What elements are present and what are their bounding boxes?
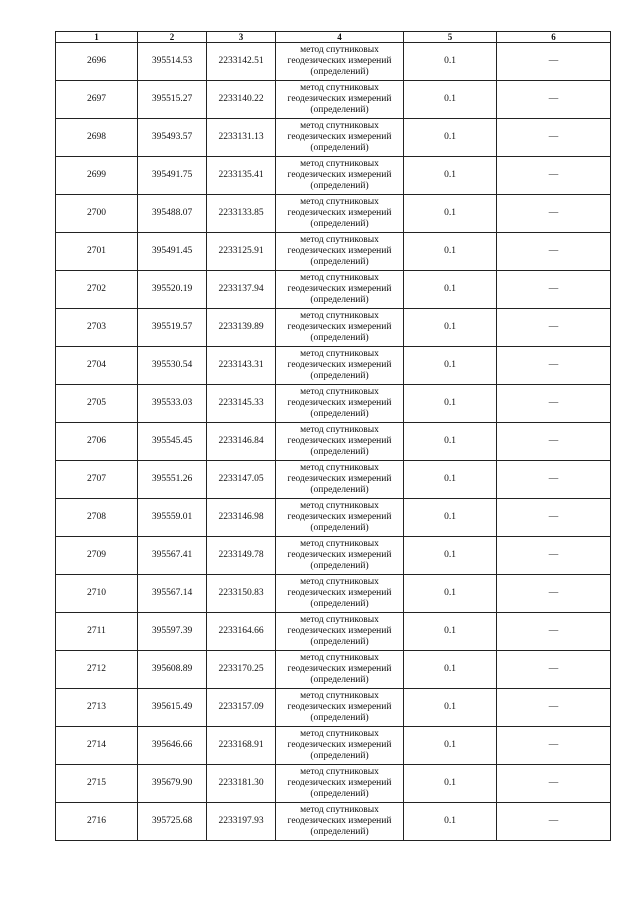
table-row <box>56 727 611 765</box>
x-coordinate-cell: 395559.01 <box>138 499 207 537</box>
note-cell: — <box>497 461 611 499</box>
table-row <box>56 689 611 727</box>
accuracy-cell: 0.1 <box>404 499 497 537</box>
accuracy-cell: 0.1 <box>404 271 497 309</box>
y-coordinate-cell: 2233147.05 <box>207 461 276 499</box>
point-number-cell: 2698 <box>56 119 138 157</box>
method-cell <box>276 613 404 651</box>
method-line: геодезических измерений <box>287 322 392 332</box>
note-cell: — <box>497 347 611 385</box>
accuracy-cell: 0.1 <box>404 233 497 271</box>
method-line: метод спутниковых <box>300 615 379 625</box>
point-number-cell: 2701 <box>56 233 138 271</box>
y-coordinate-cell: 2233181.30 <box>207 765 276 803</box>
note-cell: — <box>497 727 611 765</box>
header-cell: 2 <box>138 32 207 43</box>
method-line: метод спутниковых <box>300 83 379 93</box>
method-line: (определений) <box>310 219 369 229</box>
table-row <box>56 803 611 841</box>
table-row <box>56 651 611 689</box>
point-number-cell: 2706 <box>56 423 138 461</box>
method-line: геодезических измерений <box>287 626 392 636</box>
note-cell: — <box>497 81 611 119</box>
method-line: (определений) <box>310 295 369 305</box>
point-number-cell: 2716 <box>56 803 138 841</box>
method-cell <box>276 689 404 727</box>
method-line: метод спутниковых <box>300 577 379 587</box>
method-line: геодезических измерений <box>287 208 392 218</box>
method-cell <box>276 537 404 575</box>
method-line: метод спутниковых <box>300 729 379 739</box>
method-line: (определений) <box>310 257 369 267</box>
method-line: метод спутниковых <box>300 425 379 435</box>
header-cell: 4 <box>276 32 404 43</box>
y-coordinate-cell: 2233150.83 <box>207 575 276 613</box>
point-number-cell: 2715 <box>56 765 138 803</box>
table-row <box>56 195 611 233</box>
table-row <box>56 575 611 613</box>
method-cell <box>276 385 404 423</box>
header-cell: 5 <box>404 32 497 43</box>
method-line: (определений) <box>310 751 369 761</box>
method-line: (определений) <box>310 333 369 343</box>
method-line: метод спутниковых <box>300 349 379 359</box>
method-line: геодезических измерений <box>287 550 392 560</box>
method-line: метод спутниковых <box>300 501 379 511</box>
note-cell: — <box>497 119 611 157</box>
note-cell: — <box>497 613 611 651</box>
point-number-cell: 2697 <box>56 81 138 119</box>
x-coordinate-cell: 395520.19 <box>138 271 207 309</box>
method-line: метод спутниковых <box>300 121 379 131</box>
y-coordinate-cell: 2233133.85 <box>207 195 276 233</box>
note-cell: — <box>497 803 611 841</box>
accuracy-cell: 0.1 <box>404 423 497 461</box>
note-cell: — <box>497 309 611 347</box>
method-cell <box>276 81 404 119</box>
coordinates-table <box>55 31 611 841</box>
note-cell: — <box>497 43 611 81</box>
x-coordinate-cell: 395551.26 <box>138 461 207 499</box>
table-row <box>56 461 611 499</box>
accuracy-cell: 0.1 <box>404 347 497 385</box>
table-row <box>56 765 611 803</box>
method-line: (определений) <box>310 637 369 647</box>
y-coordinate-cell: 2233146.98 <box>207 499 276 537</box>
x-coordinate-cell: 395519.57 <box>138 309 207 347</box>
accuracy-cell: 0.1 <box>404 765 497 803</box>
coordinates-sheet <box>55 31 610 841</box>
header-cell: 3 <box>207 32 276 43</box>
y-coordinate-cell: 2233137.94 <box>207 271 276 309</box>
y-coordinate-cell: 2233135.41 <box>207 157 276 195</box>
method-line: геодезических измерений <box>287 436 392 446</box>
y-coordinate-cell: 2233140.22 <box>207 81 276 119</box>
note-cell: — <box>497 575 611 613</box>
method-line: геодезических измерений <box>287 246 392 256</box>
method-line: геодезических измерений <box>287 778 392 788</box>
y-coordinate-cell: 2233197.93 <box>207 803 276 841</box>
table-row <box>56 81 611 119</box>
method-line: (определений) <box>310 143 369 153</box>
x-coordinate-cell: 395567.14 <box>138 575 207 613</box>
method-line: метод спутниковых <box>300 311 379 321</box>
table-row <box>56 385 611 423</box>
x-coordinate-cell: 395567.41 <box>138 537 207 575</box>
accuracy-cell: 0.1 <box>404 385 497 423</box>
method-line: метод спутниковых <box>300 805 379 815</box>
y-coordinate-cell: 2233168.91 <box>207 727 276 765</box>
method-line: геодезических измерений <box>287 816 392 826</box>
method-cell <box>276 271 404 309</box>
method-line: метод спутниковых <box>300 159 379 169</box>
method-line: метод спутниковых <box>300 235 379 245</box>
method-line: геодезических измерений <box>287 588 392 598</box>
x-coordinate-cell: 395615.49 <box>138 689 207 727</box>
point-number-cell: 2703 <box>56 309 138 347</box>
y-coordinate-cell: 2233142.51 <box>207 43 276 81</box>
method-cell <box>276 651 404 689</box>
method-line: геодезических измерений <box>287 664 392 674</box>
method-cell <box>276 727 404 765</box>
point-number-cell: 2711 <box>56 613 138 651</box>
table-row <box>56 157 611 195</box>
y-coordinate-cell: 2233131.13 <box>207 119 276 157</box>
x-coordinate-cell: 395608.89 <box>138 651 207 689</box>
method-line: (определений) <box>310 409 369 419</box>
table-row <box>56 613 611 651</box>
table-row <box>56 119 611 157</box>
accuracy-cell: 0.1 <box>404 575 497 613</box>
method-cell <box>276 195 404 233</box>
table-row <box>56 271 611 309</box>
accuracy-cell: 0.1 <box>404 309 497 347</box>
method-line: (определений) <box>310 447 369 457</box>
y-coordinate-cell: 2233125.91 <box>207 233 276 271</box>
accuracy-cell: 0.1 <box>404 727 497 765</box>
table-row <box>56 423 611 461</box>
method-line: геодезических измерений <box>287 360 392 370</box>
y-coordinate-cell: 2233143.31 <box>207 347 276 385</box>
point-number-cell: 2714 <box>56 727 138 765</box>
note-cell: — <box>497 385 611 423</box>
y-coordinate-cell: 2233157.09 <box>207 689 276 727</box>
method-line: (определений) <box>310 523 369 533</box>
method-line: геодезических измерений <box>287 56 392 66</box>
note-cell: — <box>497 157 611 195</box>
note-cell: — <box>497 651 611 689</box>
accuracy-cell: 0.1 <box>404 195 497 233</box>
method-line: метод спутниковых <box>300 539 379 549</box>
x-coordinate-cell: 395491.75 <box>138 157 207 195</box>
point-number-cell: 2696 <box>56 43 138 81</box>
y-coordinate-cell: 2233170.25 <box>207 651 276 689</box>
accuracy-cell: 0.1 <box>404 119 497 157</box>
accuracy-cell: 0.1 <box>404 803 497 841</box>
table-row <box>56 347 611 385</box>
point-number-cell: 2712 <box>56 651 138 689</box>
x-coordinate-cell: 395493.57 <box>138 119 207 157</box>
note-cell: — <box>497 689 611 727</box>
method-cell <box>276 43 404 81</box>
x-coordinate-cell: 395533.03 <box>138 385 207 423</box>
y-coordinate-cell: 2233146.84 <box>207 423 276 461</box>
method-line: геодезических измерений <box>287 132 392 142</box>
method-cell <box>276 803 404 841</box>
method-line: (определений) <box>310 181 369 191</box>
method-line: геодезических измерений <box>287 474 392 484</box>
method-cell <box>276 119 404 157</box>
x-coordinate-cell: 395545.45 <box>138 423 207 461</box>
note-cell: — <box>497 499 611 537</box>
table-row <box>56 43 611 81</box>
y-coordinate-cell: 2233149.78 <box>207 537 276 575</box>
method-line: геодезических измерений <box>287 94 392 104</box>
header-cell: 1 <box>56 32 138 43</box>
y-coordinate-cell: 2233139.89 <box>207 309 276 347</box>
method-line: метод спутниковых <box>300 691 379 701</box>
method-line: (определений) <box>310 105 369 115</box>
point-number-cell: 2700 <box>56 195 138 233</box>
method-cell <box>276 575 404 613</box>
method-cell <box>276 423 404 461</box>
note-cell: — <box>497 423 611 461</box>
point-number-cell: 2709 <box>56 537 138 575</box>
method-line: метод спутниковых <box>300 387 379 397</box>
method-cell <box>276 233 404 271</box>
note-cell: — <box>497 271 611 309</box>
method-line: геодезических измерений <box>287 702 392 712</box>
y-coordinate-cell: 2233145.33 <box>207 385 276 423</box>
method-line: (определений) <box>310 599 369 609</box>
accuracy-cell: 0.1 <box>404 43 497 81</box>
method-line: (определений) <box>310 827 369 837</box>
method-cell <box>276 461 404 499</box>
note-cell: — <box>497 537 611 575</box>
method-line: геодезических измерений <box>287 740 392 750</box>
accuracy-cell: 0.1 <box>404 689 497 727</box>
method-line: геодезических измерений <box>287 398 392 408</box>
method-cell <box>276 765 404 803</box>
x-coordinate-cell: 395725.68 <box>138 803 207 841</box>
accuracy-cell: 0.1 <box>404 461 497 499</box>
point-number-cell: 2702 <box>56 271 138 309</box>
method-line: метод спутниковых <box>300 653 379 663</box>
method-line: геодезических измерений <box>287 284 392 294</box>
table-header-row <box>56 32 611 43</box>
point-number-cell: 2705 <box>56 385 138 423</box>
table-body <box>56 43 611 841</box>
method-line: метод спутниковых <box>300 45 379 55</box>
y-coordinate-cell: 2233164.66 <box>207 613 276 651</box>
method-cell <box>276 499 404 537</box>
accuracy-cell: 0.1 <box>404 613 497 651</box>
method-line: метод спутниковых <box>300 197 379 207</box>
method-line: геодезических измерений <box>287 170 392 180</box>
method-line: метод спутниковых <box>300 273 379 283</box>
x-coordinate-cell: 395515.27 <box>138 81 207 119</box>
point-number-cell: 2699 <box>56 157 138 195</box>
method-line: (определений) <box>310 789 369 799</box>
accuracy-cell: 0.1 <box>404 651 497 689</box>
method-cell <box>276 347 404 385</box>
method-line: геодезических измерений <box>287 512 392 522</box>
note-cell: — <box>497 195 611 233</box>
table-row <box>56 309 611 347</box>
accuracy-cell: 0.1 <box>404 81 497 119</box>
x-coordinate-cell: 395646.66 <box>138 727 207 765</box>
method-line: (определений) <box>310 675 369 685</box>
method-line: (определений) <box>310 371 369 381</box>
x-coordinate-cell: 395597.39 <box>138 613 207 651</box>
method-line: (определений) <box>310 713 369 723</box>
header-cell: 6 <box>497 32 611 43</box>
x-coordinate-cell: 395530.54 <box>138 347 207 385</box>
note-cell: — <box>497 765 611 803</box>
table-row <box>56 499 611 537</box>
method-cell <box>276 157 404 195</box>
x-coordinate-cell: 395679.90 <box>138 765 207 803</box>
table-row <box>56 537 611 575</box>
method-line: метод спутниковых <box>300 463 379 473</box>
table-row <box>56 233 611 271</box>
accuracy-cell: 0.1 <box>404 157 497 195</box>
point-number-cell: 2707 <box>56 461 138 499</box>
point-number-cell: 2704 <box>56 347 138 385</box>
point-number-cell: 2710 <box>56 575 138 613</box>
method-line: (определений) <box>310 561 369 571</box>
x-coordinate-cell: 395488.07 <box>138 195 207 233</box>
method-cell <box>276 309 404 347</box>
method-line: (определений) <box>310 67 369 77</box>
point-number-cell: 2708 <box>56 499 138 537</box>
method-line: метод спутниковых <box>300 767 379 777</box>
accuracy-cell: 0.1 <box>404 537 497 575</box>
note-cell: — <box>497 233 611 271</box>
method-line: (определений) <box>310 485 369 495</box>
x-coordinate-cell: 395491.45 <box>138 233 207 271</box>
point-number-cell: 2713 <box>56 689 138 727</box>
x-coordinate-cell: 395514.53 <box>138 43 207 81</box>
